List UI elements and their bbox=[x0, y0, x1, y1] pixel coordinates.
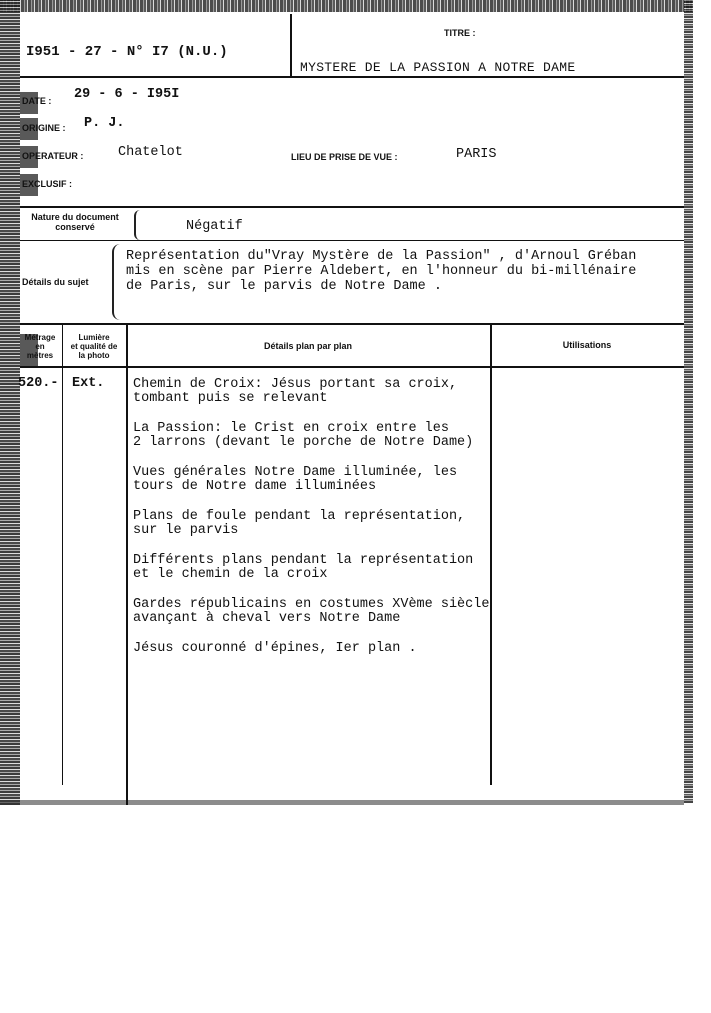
shot-line: sur le parvis bbox=[133, 523, 239, 538]
document-label bbox=[20, 212, 130, 232]
shot-entry bbox=[133, 554, 489, 582]
header-divider bbox=[290, 14, 292, 76]
reference-number: I951 - 27 - N° I7 (N.U.) bbox=[26, 44, 228, 60]
sujet-rule bbox=[20, 323, 684, 325]
date-label: DATE : bbox=[22, 96, 52, 106]
document-label-line: Nature du document bbox=[31, 212, 119, 222]
shot-line: 2 larrons (devant le porche de Notre Dame) bbox=[133, 435, 474, 450]
sujet-line: mis en scène par Pierre Aldebert, en l'honneur du bi-millénaire bbox=[126, 264, 637, 279]
col-utilisations-header: Utilisations bbox=[562, 340, 612, 350]
shot-entry bbox=[133, 422, 489, 450]
shot-entry bbox=[133, 642, 489, 656]
scan-noise-top bbox=[0, 0, 693, 12]
sujet-line: de Paris, sur le parvis de Notre Dame . bbox=[126, 279, 442, 294]
col-divider bbox=[62, 325, 63, 785]
metrage-value: 520.- bbox=[18, 376, 59, 391]
shot-line: Jésus couronné d'épines, Ier plan . bbox=[133, 641, 417, 656]
col-divider bbox=[126, 325, 128, 805]
shot-line: Gardes républicains en costumes XVème siècle bbox=[133, 597, 490, 612]
col-metrage-header bbox=[18, 333, 62, 360]
scan-noise-bottom bbox=[0, 800, 684, 805]
scan-noise-right bbox=[684, 0, 693, 803]
lieu-value: PARIS bbox=[456, 147, 497, 162]
bracket bbox=[112, 244, 122, 320]
titre-value: MYSTERE DE LA PASSION A NOTRE DAME bbox=[300, 60, 576, 75]
sujet-label: Détails du sujet bbox=[22, 277, 89, 287]
header-rule bbox=[20, 76, 684, 78]
sujet-text bbox=[126, 250, 636, 295]
shot-line: La Passion: le Crist en croix entre les bbox=[133, 421, 449, 436]
col-details-header: Détails plan par plan bbox=[263, 341, 353, 351]
operateur-label: OPERATEUR : bbox=[22, 151, 84, 161]
exclusif-label: EXCLUSIF : bbox=[22, 179, 73, 189]
header-line: Lumière bbox=[78, 333, 110, 342]
lumiere-value: Ext. bbox=[72, 376, 105, 391]
scan-noise-left bbox=[0, 0, 20, 805]
header-line: Métrage bbox=[24, 333, 56, 342]
lieu-label: LIEU DE PRISE DE VUE : bbox=[291, 152, 398, 162]
shot-entry bbox=[133, 510, 489, 538]
bracket bbox=[134, 210, 144, 240]
header-line: mètres bbox=[26, 351, 54, 360]
sujet-line: Représentation du"Vray Mystère de la Passion" , d'Arnoul Gréban bbox=[126, 249, 637, 264]
shot-entry bbox=[133, 466, 489, 494]
shot-line: avançant à cheval vers Notre Dame bbox=[133, 611, 401, 626]
origine-label: ORIGINE : bbox=[22, 123, 66, 133]
shot-line: tours de Notre dame illuminées bbox=[133, 479, 377, 494]
shot-line: Plans de foule pendant la représentation, bbox=[133, 509, 466, 524]
meta-rule bbox=[20, 206, 684, 208]
document-label-line: conservé bbox=[55, 222, 95, 232]
titre-label: TITRE : bbox=[444, 28, 476, 38]
shot-line: et le chemin de la croix bbox=[133, 567, 328, 582]
shot-line: Différents plans pendant la représentation bbox=[133, 553, 474, 568]
shot-line: Chemin de Croix: Jésus portant sa croix, bbox=[133, 377, 458, 392]
table-header-rule bbox=[20, 366, 684, 368]
date-value: 29 - 6 - I95I bbox=[74, 87, 180, 102]
origine-value: P. J. bbox=[84, 116, 125, 131]
shot-entry bbox=[133, 378, 489, 406]
document-rule bbox=[20, 240, 684, 241]
header-line: la photo bbox=[78, 351, 110, 360]
shot-list bbox=[133, 378, 489, 672]
header-line: et qualité de bbox=[70, 342, 118, 351]
document-value: Négatif bbox=[186, 219, 243, 234]
shot-entry bbox=[133, 598, 489, 626]
col-divider bbox=[490, 325, 492, 785]
col-lumiere-header bbox=[62, 333, 126, 360]
shot-line: tombant puis se relevant bbox=[133, 391, 328, 406]
shot-line: Vues générales Notre Dame illuminée, les bbox=[133, 465, 458, 480]
header-line: en bbox=[35, 342, 45, 351]
operateur-value: Chatelot bbox=[118, 145, 183, 160]
